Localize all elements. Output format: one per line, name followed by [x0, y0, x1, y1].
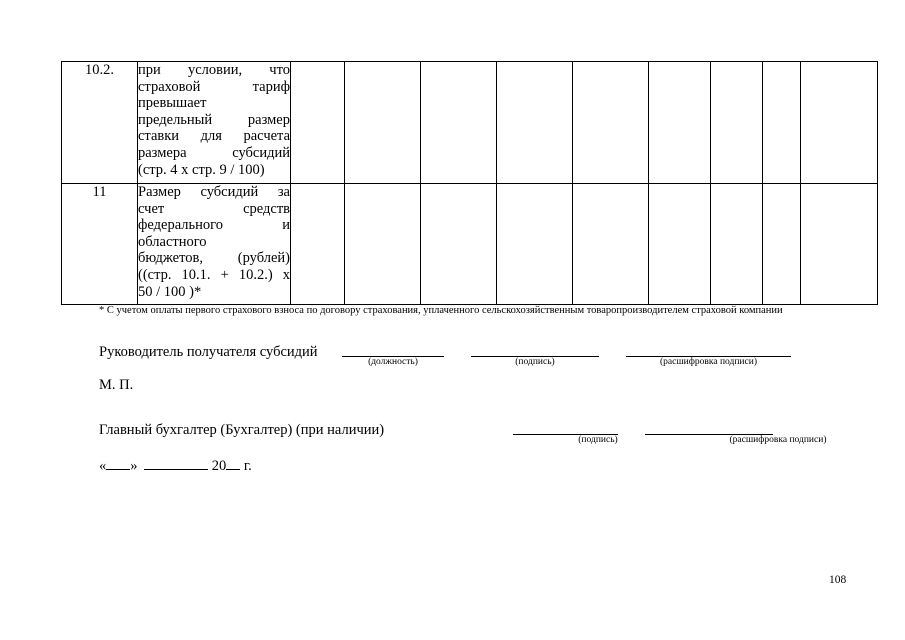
table-row — [62, 62, 878, 184]
date-year-suffix: г. — [243, 458, 252, 474]
date-year-prefix: 20 — [211, 458, 227, 474]
description-line: ставки для расчета — [138, 128, 290, 145]
table-row — [62, 184, 878, 305]
description-line: областного — [138, 233, 207, 250]
description-line: ((стр. 10.1. + 10.2.) х — [138, 266, 290, 283]
description-line: превышает — [138, 95, 207, 112]
value-cell[interactable] — [763, 184, 801, 305]
head-position-caption: (должность) — [368, 357, 418, 367]
value-cell[interactable] — [649, 62, 711, 184]
value-cell[interactable] — [711, 62, 763, 184]
description-line: (стр. 4 х стр. 9 / 100) — [138, 161, 265, 178]
date-month-blank[interactable] — [144, 457, 208, 470]
description-line: Размер субсидий за — [138, 184, 290, 200]
description-line: 50 / 100 )* — [138, 283, 202, 300]
value-cell[interactable] — [801, 62, 878, 184]
accountant-decryption-caption: (расшифровка подписи) — [729, 435, 827, 445]
value-cell[interactable] — [573, 62, 649, 184]
date-line — [99, 457, 252, 475]
row-description-cell — [138, 184, 291, 305]
description-line: размера субсидий — [138, 144, 290, 161]
footnote: * С учетом оплаты первого страхового взноса по договору страхования, уплаченного сельскохозяйственным товаропроизводителем страховой компании — [99, 305, 783, 316]
description-line: федерального и — [138, 217, 290, 234]
value-cell[interactable] — [291, 62, 345, 184]
head-signature-label: Руководитель получателя субсидий — [99, 344, 318, 360]
row-description-cell — [138, 62, 291, 184]
date-open-quote: « — [99, 458, 107, 474]
value-cell[interactable] — [421, 184, 497, 305]
head-decryption-caption: (расшифровка подписи) — [660, 357, 757, 367]
description-line: при условии, что — [138, 62, 290, 78]
row-number-cell: 10.2. — [62, 62, 138, 184]
value-cell[interactable] — [801, 184, 878, 305]
accountant-signature-caption: (подпись) — [578, 435, 618, 445]
value-cell[interactable] — [649, 184, 711, 305]
value-cell[interactable] — [573, 184, 649, 305]
description-line: бюджетов, (рублей) — [138, 250, 290, 267]
date-day-blank[interactable] — [106, 457, 130, 470]
value-cell[interactable] — [345, 62, 421, 184]
value-cell[interactable] — [497, 184, 573, 305]
value-cell[interactable] — [763, 62, 801, 184]
row-number-cell: 11 — [62, 184, 138, 305]
value-cell[interactable] — [345, 184, 421, 305]
head-signature-caption: (подпись) — [515, 357, 555, 367]
description-line: предельный размер — [138, 111, 290, 128]
description-line: счет средств — [138, 200, 290, 217]
value-cell[interactable] — [711, 184, 763, 305]
value-cell[interactable] — [421, 62, 497, 184]
date-close-quote: » — [130, 458, 138, 474]
stamp-place-label: М. П. — [99, 377, 134, 393]
date-year-blank[interactable] — [226, 457, 240, 470]
value-cell[interactable] — [291, 184, 345, 305]
value-cell[interactable] — [497, 62, 573, 184]
page-number: 108 — [829, 574, 847, 586]
subsidy-table — [61, 61, 878, 305]
description-line: страховой тариф — [138, 78, 290, 95]
accountant-signature-label: Главный бухгалтер (Бухгалтер) (при наличии) — [99, 422, 385, 438]
